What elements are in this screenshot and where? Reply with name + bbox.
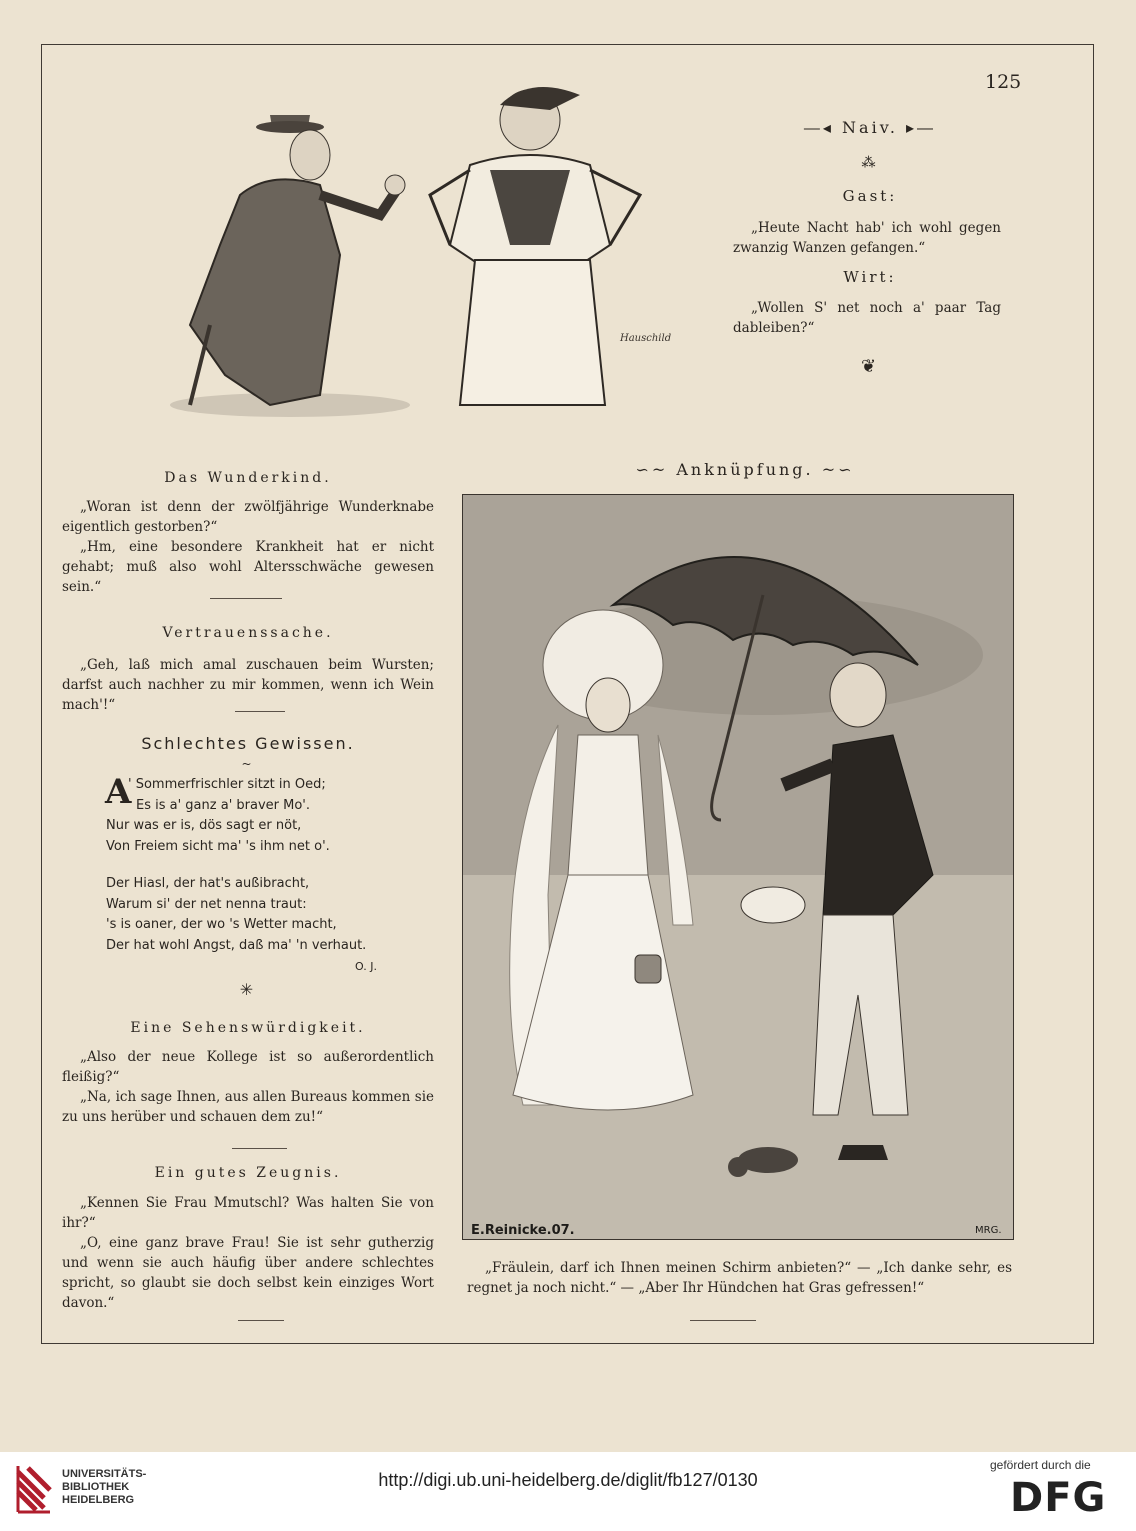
funded-by-label: gefördert durch die bbox=[990, 1458, 1091, 1472]
illustration-naiv-drawing bbox=[150, 75, 690, 420]
ub-logo-text: UNIVERSITÄTS- BIBLIOTHEK HEIDELBERG bbox=[62, 1468, 147, 1506]
naiv-wirt-text: „Wollen S' net noch a' paar Tag dableiben?“ bbox=[733, 300, 1001, 336]
gewissen-stanza-1b: Nur was er is, dös sagt er nöt, Von Freiem sicht ma' 's ihm net o'. bbox=[106, 818, 330, 854]
wunderkind-answer: „Hm, eine besondere Krankheit hat er nicht gehabt; muß also wohl Altersschwäche gewesen sein.“ bbox=[62, 539, 434, 595]
gewissen-stanza-2: Der Hiasl, der hat's außibracht, Warum si' der net nenna traut: 's is oaner, der wo 's Wetter macht, Der hat wohl Angst, daß ma' 'n verhaut. bbox=[106, 876, 367, 953]
drop-cap: A bbox=[105, 772, 132, 812]
star-ornament: ✳ bbox=[239, 980, 257, 999]
wunderkind-text bbox=[62, 497, 434, 597]
wunderkind-question: „Woran ist denn der zwölfjährige Wunderknabe eigentlich gestorben?“ bbox=[62, 499, 434, 535]
divider bbox=[210, 598, 282, 599]
naiv-ornament: ⁂ bbox=[861, 155, 879, 171]
divider bbox=[232, 1148, 287, 1149]
tilde-ornament: ~ bbox=[241, 757, 255, 771]
naiv-gast-text: „Heute Nacht hab' ich wohl gegen zwanzig Wanzen gefangen.“ bbox=[733, 220, 1001, 256]
ornament-right: ▸― bbox=[897, 118, 937, 137]
ornament-right: ~∽ bbox=[813, 460, 855, 479]
anknuepfung-caption: „Fräulein, darf ich Ihnen meinen Schirm anbieten?“ — „Ich danke sehr, es regnet ja noch nicht.“ — „Aber Ihr Hündchen hat Gras gefressen!“ bbox=[467, 1260, 1012, 1296]
gewissen-author: O. J. bbox=[355, 960, 377, 973]
divider bbox=[235, 711, 285, 712]
illustration-anknuepfung bbox=[462, 494, 1014, 1240]
naiv-artist-signature: Hauschild bbox=[620, 333, 672, 344]
anknuepfung-title: ∽~ Anknüpfung. ~∽ bbox=[635, 460, 855, 479]
zeugnis-text: „Kennen Sie Frau Mmutschl? Was halten Sie von ihr?“ „O, eine ganz brave Frau! Sie ist sehr gutherzig und wenn sie auch häufig über andere schlechtes spricht, so glaubt sie doch selbst kein einziges Wort davon.“ bbox=[62, 1195, 434, 1311]
gewissen-title: Schlechtes Gewissen. bbox=[141, 734, 355, 753]
vertrauen-title: Vertrauenssache. bbox=[162, 625, 334, 641]
vertrauen-text: „Geh, laß mich amal zuschauen beim Wursten; darfst auch nachher zu mir kommen, wenn ich Wein mach'!“ bbox=[62, 657, 434, 713]
divider bbox=[238, 1320, 284, 1321]
anknuepfung-signature-left: E.Reinicke.07. bbox=[471, 1223, 575, 1238]
ornament-left: ∽~ bbox=[635, 460, 677, 479]
footer-bar bbox=[0, 1452, 1136, 1531]
wunderkind-title: Das Wunderkind. bbox=[164, 470, 332, 486]
illustration-anknuepfung-drawing bbox=[463, 495, 1014, 1240]
naiv-gast-label: Gast: bbox=[842, 187, 898, 205]
divider bbox=[690, 1320, 756, 1321]
illustration-naiv bbox=[150, 75, 690, 420]
page-url[interactable]: http://digi.ub.uni-heidelberg.de/diglit/fb127/0130 bbox=[378, 1470, 758, 1490]
ornament-left: ―◂ bbox=[803, 118, 843, 137]
naiv-wirt-label: Wirt: bbox=[843, 268, 897, 286]
gewissen-stanza-1: ' Sommerfrischler sitzt in Oed; Es is a' ganz a' braver Mo'. bbox=[128, 777, 326, 813]
anknuepfung-signature-right: MRG. bbox=[975, 1225, 1002, 1236]
sehens-text: „Also der neue Kollege ist so außerordentlich fleißig?“ „Na, ich sage Ihnen, aus allen Bureaus kommen sie zu uns herüber und schauen dem zu!“ bbox=[62, 1049, 434, 1125]
zeugnis-title: Ein gutes Zeugnis. bbox=[154, 1165, 342, 1181]
naiv-end-ornament: ❦ bbox=[860, 356, 880, 377]
sehens-title: Eine Sehenswürdigkeit. bbox=[130, 1020, 366, 1036]
dfg-logo[interactable]: DFG bbox=[1010, 1475, 1107, 1521]
page-number: 125 bbox=[985, 71, 1022, 93]
naiv-title: ―◂ Naiv. ▸― bbox=[803, 118, 937, 137]
